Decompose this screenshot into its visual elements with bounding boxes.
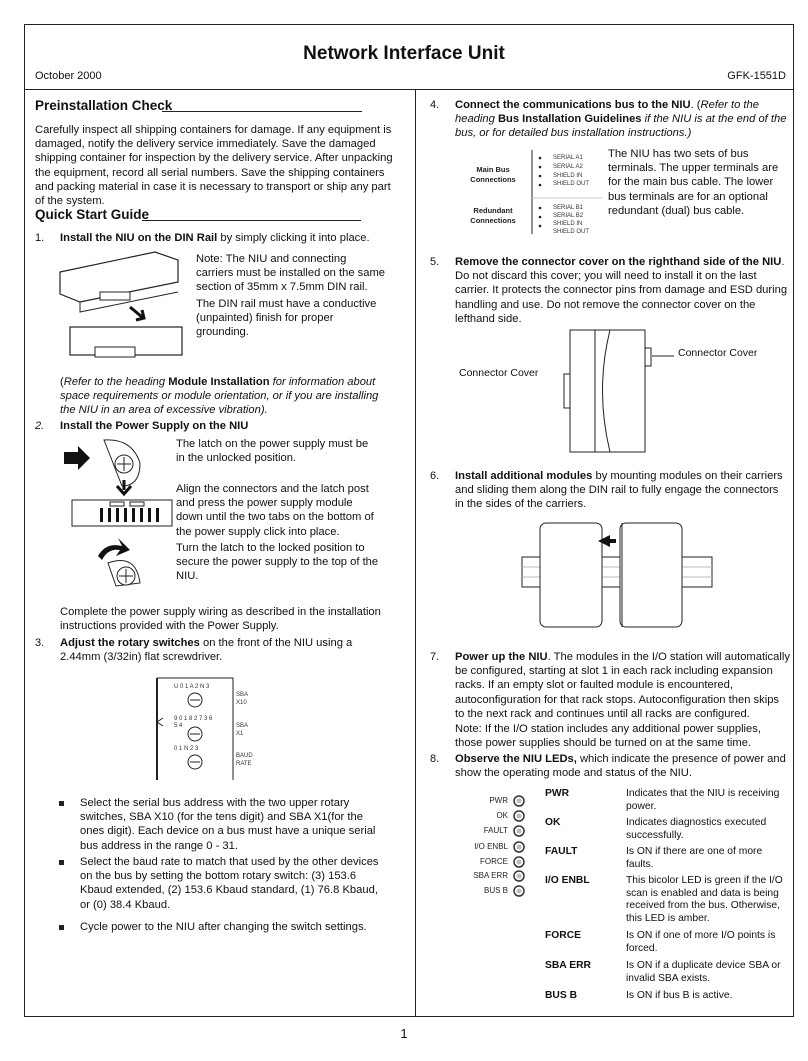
preinstall-heading: Preinstallation Check bbox=[35, 98, 173, 113]
header-doc-id: GFK-1551D bbox=[727, 70, 786, 82]
step4-bold: Bus Installation Guidelines bbox=[497, 113, 642, 126]
step3-bullet: Select the serial bus address with the two upper rotary switches, SBA X10 (for the tens digit) and SBA X1(for the ones digit). Each device on a bus must have a unique serial bus address in the range 0 - 31. bbox=[80, 797, 376, 852]
led-name: FORCE bbox=[545, 930, 582, 941]
ref-italic: Refer to the heading bbox=[63, 376, 169, 388]
led-label: PWR bbox=[489, 796, 508, 805]
module-sliding-illustration bbox=[522, 515, 712, 629]
column-divider bbox=[415, 90, 416, 1017]
step2-text2: Align the connectors and the latch post and press the power supply module down until the two tabs on the bottom of the power supply click into place. bbox=[176, 483, 374, 538]
led-desc: Is ON if bus B is active. bbox=[626, 990, 733, 1001]
page-number: 1 bbox=[400, 1026, 408, 1041]
step1-rest: by simply clicking it into place. bbox=[217, 232, 370, 244]
led-label: FORCE bbox=[480, 857, 508, 866]
main-bus-label: Connections bbox=[470, 175, 516, 184]
bullet-icon bbox=[59, 925, 64, 930]
step1-note1: Note: The NIU and connecting carriers must be installed on the same section of 35mm x 7.5mm DIN rail. bbox=[196, 253, 386, 294]
step-number: 3. bbox=[35, 637, 45, 649]
dial3-digits: 0 1 N 2 3 bbox=[174, 746, 199, 752]
step6-rest: by mounting modules on their carriers and sliding them along the DIN rail to fully engage the connectors in the sides of the carriers. bbox=[455, 470, 783, 511]
step-number: 8. bbox=[430, 753, 440, 765]
step3-text bbox=[60, 636, 390, 664]
step2-heading: Install the Power Supply on the NIU bbox=[60, 420, 249, 432]
heading-rule bbox=[142, 220, 361, 221]
led-label: SBA ERR bbox=[473, 871, 508, 880]
step-number: 1. bbox=[35, 232, 45, 244]
connector-cover-illustration bbox=[540, 330, 680, 452]
connector-cover-label-right: Connector Cover bbox=[678, 347, 758, 359]
step-number: 6. bbox=[430, 470, 440, 482]
terminal-label: SHIELD OUT bbox=[553, 229, 590, 235]
led-name: OK bbox=[545, 817, 561, 828]
step4-italic: Refer to the heading bbox=[455, 99, 759, 126]
led-name: PWR bbox=[545, 788, 570, 799]
step5-rest: . Do not discard this cover; you will need to install it on the last carrier. It protects the connector pins from damage and ESD during handling and use. Do not remove the connector cover on the lefthand side. bbox=[455, 256, 788, 325]
led-label: OK bbox=[496, 811, 508, 820]
step2-text1: The latch on the power supply must be in the unlocked position. bbox=[176, 438, 369, 465]
ref-bold: Module Installation bbox=[168, 376, 270, 388]
led-name: FAULT bbox=[545, 846, 578, 857]
step4-description: The NIU has two sets of bus terminals. The upper terminals are for the main bus cable. The lower bus terminals are for an optional redundant (dual) bus cable. bbox=[608, 148, 779, 217]
switch-label: SBA bbox=[236, 692, 249, 698]
ref-italic: for information about space requirements or module orientation, or if you are installing the NIU in an area of excessive vibration). bbox=[60, 376, 379, 417]
quickstart-heading: Quick Start Guide bbox=[35, 207, 150, 222]
led-desc: This bicolor LED is green if the I/O scan is enabled and data is being received from the bus. Otherwise, this LED is amber. bbox=[626, 875, 783, 924]
step3-bullet: Select the baud rate to match that used by the other devices on the bus by setting the bottom rotary switch: (3) 153.6 Kbaud extended, (2) 153.6 Kbaud standard, (1) 76.8 Kbaud, or (0) 38.4 Kbaud. bbox=[80, 856, 379, 911]
step8-bold: Observe the NIU LEDs, bbox=[455, 753, 577, 765]
led-desc: Indicates diagnostics executed successfully. bbox=[626, 817, 767, 841]
led-desc: Indicates that the NIU is receiving power. bbox=[626, 788, 780, 812]
step7-text bbox=[455, 650, 790, 721]
dial1-digits: U 0 1 A 2 N 3 bbox=[174, 684, 210, 690]
terminal-label: SHIELD IN bbox=[553, 173, 583, 179]
led-desc: Is ON if a duplicate device SBA or invalid SBA exists. bbox=[626, 960, 781, 984]
switch-label: X1 bbox=[236, 731, 244, 737]
step4-text bbox=[455, 98, 790, 141]
step5-text bbox=[455, 255, 790, 326]
led-indicator-icons bbox=[512, 796, 528, 902]
step3-rest: on the front of the NIU using a 2.44mm (3/32in) flat screwdriver. bbox=[60, 637, 353, 664]
led-name: I/O ENBL bbox=[545, 875, 590, 886]
step5-bold: Remove the connector cover on the righthand side of the NIU bbox=[455, 256, 782, 268]
step3-bold: Adjust the rotary switches bbox=[60, 637, 200, 649]
din-rail-illustration bbox=[60, 252, 190, 362]
terminal-label: SERIAL A1 bbox=[553, 155, 583, 161]
led-desc: Is ON if there are one of more faults. bbox=[626, 846, 763, 870]
terminal-label: SHIELD IN bbox=[553, 221, 583, 227]
terminal-label: SERIAL B1 bbox=[553, 205, 584, 211]
step7-rest: . The modules in the I/O station will automatically be configured, starting at slot 1 in each rack including expansion racks. If an empty slot or faulted module is encountered, autoconfiguration for that rack stops. Autoconfiguration then skips to the next rack and continues until all racks are configured. bbox=[455, 651, 790, 720]
step7-bold: Power up the NIU bbox=[455, 651, 548, 663]
step8-text bbox=[455, 752, 790, 780]
step3-bullet: Cycle power to the NIU after changing the switch settings. bbox=[80, 921, 367, 933]
connector-cover-label-left: Connector Cover bbox=[459, 367, 539, 379]
terminal-label: SHIELD OUT bbox=[553, 181, 590, 187]
switch-label: RATE bbox=[236, 761, 252, 767]
preinstall-text: Carefully inspect all shipping containers for damage. If any equipment is damaged, notify the delivery service immediately. Save the damaged shipping container for inspection by the delivery service. After unpacking the equipment, record all serial numbers. Save the shipping containers and packing material in case it is necessary to transport or ship any part of the system. bbox=[35, 124, 393, 208]
led-name: BUS B bbox=[545, 990, 578, 1001]
led-label: FAULT bbox=[483, 826, 508, 835]
switch-label: X10 bbox=[236, 700, 247, 706]
redundant-label: Redundant bbox=[473, 206, 513, 215]
step-number: 4. bbox=[430, 99, 440, 111]
step8-rest: which indicate the presence of power and show the operating mode and status of the NIU. bbox=[455, 753, 786, 780]
led-label: BUS B bbox=[483, 886, 508, 895]
step1-reference bbox=[60, 375, 390, 418]
step1-note2: The DIN rail must have a conductive (unpainted) finish for proper grounding. bbox=[196, 298, 377, 339]
redundant-label: Connections bbox=[470, 216, 516, 225]
header-divider bbox=[24, 89, 794, 90]
led-desc: Is ON if one of more I/O points is forced. bbox=[626, 930, 776, 954]
step-number: 7. bbox=[430, 651, 440, 663]
led-panel bbox=[460, 796, 530, 902]
switch-label: SBA bbox=[236, 723, 249, 729]
step4-bold: Connect the communications bus to the NIU bbox=[455, 99, 691, 111]
dial2-digits: 9 0 1 8 2 7 3 6 5 4 bbox=[174, 716, 213, 729]
header-date: October 2000 bbox=[35, 70, 102, 82]
power-supply-illustration bbox=[62, 438, 172, 598]
step6-bold: Install additional modules bbox=[455, 470, 593, 482]
main-bus-label: Main Bus bbox=[476, 165, 510, 174]
step-number: 5. bbox=[430, 256, 440, 268]
ref-open: ( bbox=[60, 376, 64, 388]
led-name: SBA ERR bbox=[545, 960, 591, 971]
step4-italic: if the NIU is at the end of the bus, or for detailed bus installation instructions.) bbox=[455, 113, 787, 140]
step-number: 2. bbox=[35, 420, 45, 432]
step4-punct: . ( bbox=[690, 99, 701, 111]
step1-text bbox=[60, 231, 400, 245]
step1-bold: Install the NIU on the DIN Rail bbox=[60, 232, 218, 244]
switch-label: BAUD bbox=[236, 753, 253, 759]
bullet-icon bbox=[59, 801, 64, 806]
led-label: I/O ENBL bbox=[474, 842, 508, 851]
page-title: Network Interface Unit bbox=[303, 43, 505, 64]
heading-rule bbox=[162, 111, 362, 112]
step2-text4: Complete the power supply wiring as described in the installation instructions provided with the Power Supply. bbox=[60, 606, 381, 633]
step6-text bbox=[455, 469, 790, 512]
bullet-icon bbox=[59, 860, 64, 865]
step7-note: Note: If the I/O station includes any additional power supplies, those power supplies should be turned on at the same time. bbox=[455, 723, 761, 750]
terminal-label: SERIAL B2 bbox=[553, 213, 584, 219]
step2-text3: Turn the latch to the locked position to secure the power supply to the top of the NIU. bbox=[176, 542, 379, 583]
terminal-label: SERIAL A2 bbox=[553, 164, 583, 170]
